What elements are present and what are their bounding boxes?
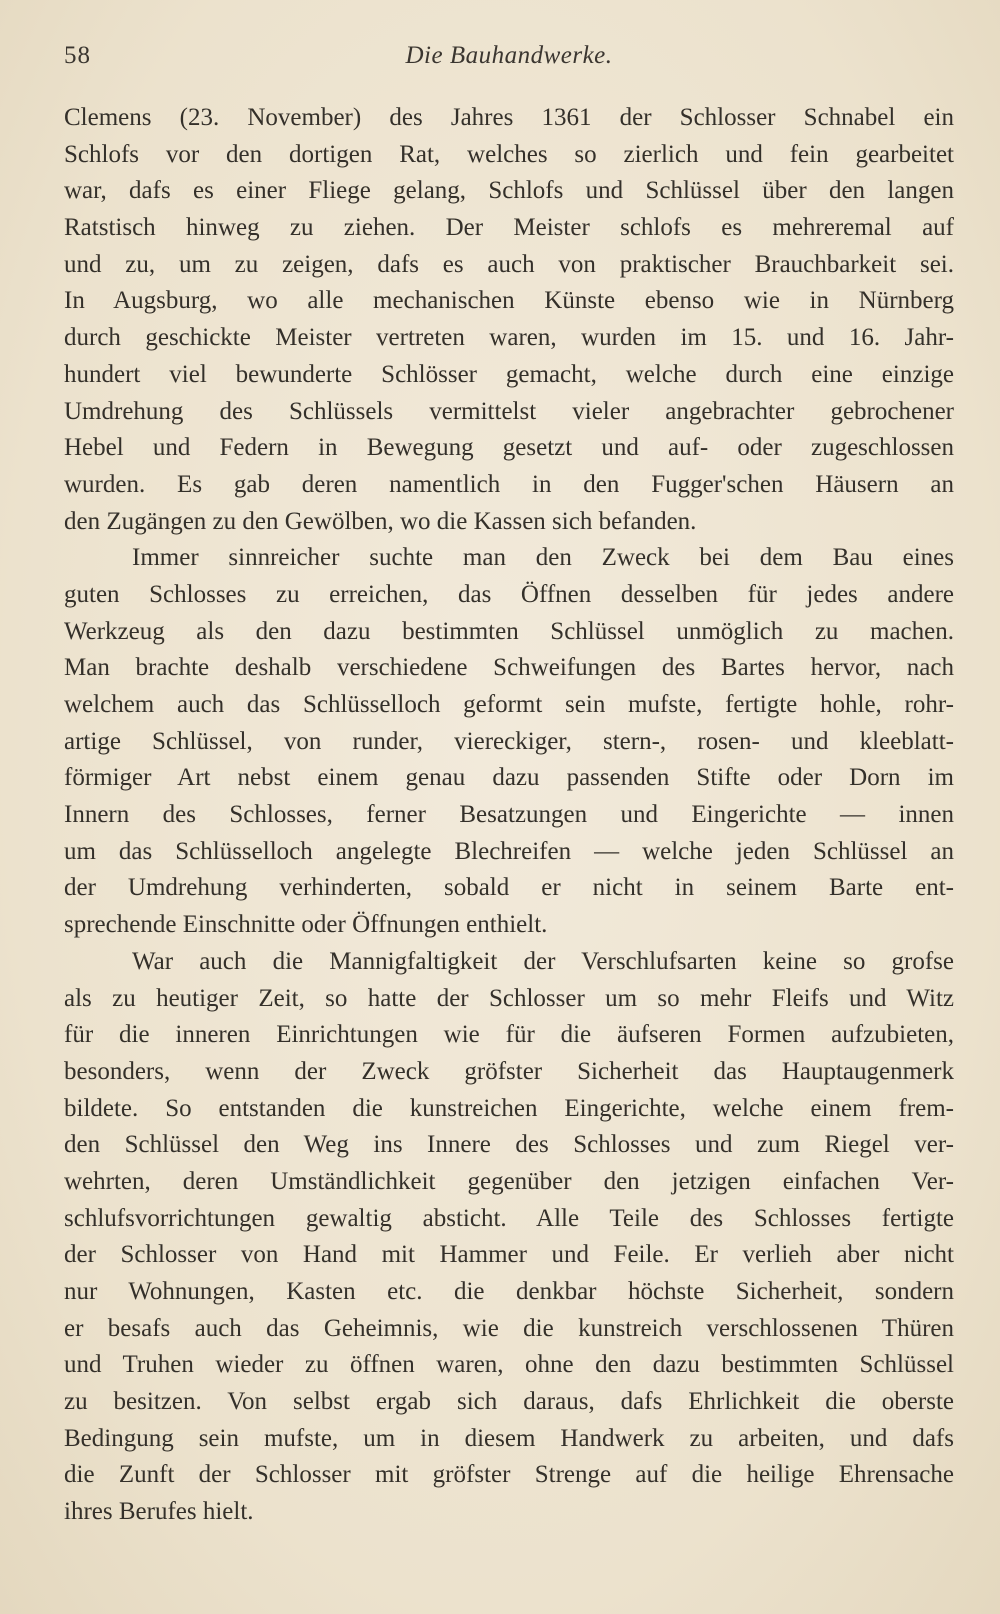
text-line: war, dafs es einer Fliege gelang, Schlofs und Schlüssel über den langen bbox=[64, 177, 954, 205]
text-line: den Schlüssel den Weg ins Innere des Schlosses und zum Riegel ver- bbox=[64, 1131, 954, 1159]
text-line: besonders, wenn der Zweck gröfster Sicherheit das Hauptaugenmerk bbox=[64, 1057, 954, 1085]
text-line: und Truhen wieder zu öffnen waren, ohne den dazu bestimmten Schlüssel bbox=[64, 1351, 954, 1379]
paragraph-3 bbox=[64, 944, 954, 1531]
text-line: War auch die Mannigfaltigkeit der Verschlufsarten keine so grofse bbox=[132, 947, 954, 975]
text-line: zu besitzen. Von selbst ergab sich daraus, dafs Ehrlichkeit die oberste bbox=[64, 1388, 954, 1416]
text-line: als zu heutiger Zeit, so hatte der Schlosser um so mehr Fleifs und Witz bbox=[64, 984, 954, 1012]
body-text bbox=[64, 100, 954, 1531]
text-line: wehrten, deren Umständlichkeit gegenüber den jetzigen einfachen Ver- bbox=[64, 1167, 954, 1195]
text-line: schlufsvorrichtungen gewaltig absticht. Alle Teile des Schlosses fertigte bbox=[64, 1204, 954, 1232]
text-line: hundert viel bewunderte Schlösser gemacht, welche durch eine einzige bbox=[64, 360, 954, 388]
text-line: Bedingung sein mufste, um in diesem Handwerk zu arbeiten, und dafs bbox=[64, 1424, 954, 1452]
text-line: sprechende Einschnitte oder Öffnungen enthielt. bbox=[64, 911, 548, 939]
text-line: Schlofs vor den dortigen Rat, welches so zierlich und fein gearbeitet bbox=[64, 140, 954, 168]
text-line: guten Schlosses zu erreichen, das Öffnen desselben für jedes andere bbox=[64, 580, 954, 608]
text-line: der Umdrehung verhinderten, sobald er nicht in seinem Barte ent- bbox=[64, 874, 954, 902]
text-line: Werkzeug als den dazu bestimmten Schlüssel unmöglich zu machen. bbox=[64, 617, 954, 645]
text-line: Clemens (23. November) des Jahres 1361 der Schlosser Schnabel ein bbox=[64, 104, 954, 131]
running-head: Die Bauhandwerke. bbox=[405, 42, 613, 69]
text-line: den Zugängen zu den Gewölben, wo die Kassen sich befanden. bbox=[64, 507, 697, 535]
text-line: förmiger Art nebst einem genau dazu passenden Stifte oder Dorn im bbox=[64, 764, 954, 792]
text-line: ihres Berufes hielt. bbox=[64, 1498, 254, 1526]
text-line: die Zunft der Schlosser mit gröfster Strenge auf die heilige Ehrensache bbox=[64, 1461, 954, 1489]
text-line: Innern des Schlosses, ferner Besatzungen und Eingerichte — innen bbox=[64, 801, 954, 829]
text-line: und zu, um zu zeigen, dafs es auch von praktischer Brauchbarkeit sei. bbox=[64, 250, 954, 278]
paragraph-1 bbox=[64, 100, 954, 540]
text-line: artige Schlüssel, von runder, viereckiger, stern-, rosen- und kleeblatt- bbox=[64, 727, 954, 755]
text-line: Umdrehung des Schlüssels vermittelst vieler angebrachter gebrochener bbox=[64, 397, 954, 425]
text-line: um das Schlüsselloch angelegte Blechreifen — welche jeden Schlüssel an bbox=[64, 837, 954, 865]
text-line: bildete. So entstanden die kunstreichen Eingerichte, welche einem frem- bbox=[64, 1094, 954, 1122]
paragraph-2 bbox=[64, 540, 954, 944]
text-line: der Schlosser von Hand mit Hammer und Feile. Er verlieh aber nicht bbox=[64, 1241, 954, 1269]
text-line: welchem auch das Schlüsselloch geformt sein mufste, fertigte hohle, rohr- bbox=[64, 691, 954, 718]
page-number: 58 bbox=[64, 42, 91, 69]
text-line: wurden. Es gab deren namentlich in den Fugger'schen Häusern an bbox=[64, 470, 954, 498]
text-line: Man brachte deshalb verschiedene Schweifungen des Bartes hervor, nach bbox=[64, 654, 954, 682]
text-line: für die inneren Einrichtungen wie für die äufseren Formen aufzubieten, bbox=[64, 1021, 954, 1049]
text-line: durch geschickte Meister vertreten waren, wurden im 15. und 16. Jahr- bbox=[64, 324, 954, 352]
text-line: In Augsburg, wo alle mechanischen Künste ebenso wie in Nürnberg bbox=[64, 287, 954, 315]
text-line: Hebel und Federn in Bewegung gesetzt und auf- oder zugeschlossen bbox=[64, 434, 954, 462]
text-line: nur Wohnungen, Kasten etc. die denkbar höchste Sicherheit, sondern bbox=[64, 1278, 954, 1305]
text-line: Ratstisch hinweg zu ziehen. Der Meister schlofs es mehreremal auf bbox=[64, 214, 954, 242]
text-line: er besafs auch das Geheimnis, wie die kunstreich verschlossenen Thüren bbox=[64, 1314, 954, 1342]
text-line: Immer sinnreicher suchte man den Zweck bei dem Bau eines bbox=[132, 544, 954, 572]
page-header bbox=[64, 38, 954, 78]
